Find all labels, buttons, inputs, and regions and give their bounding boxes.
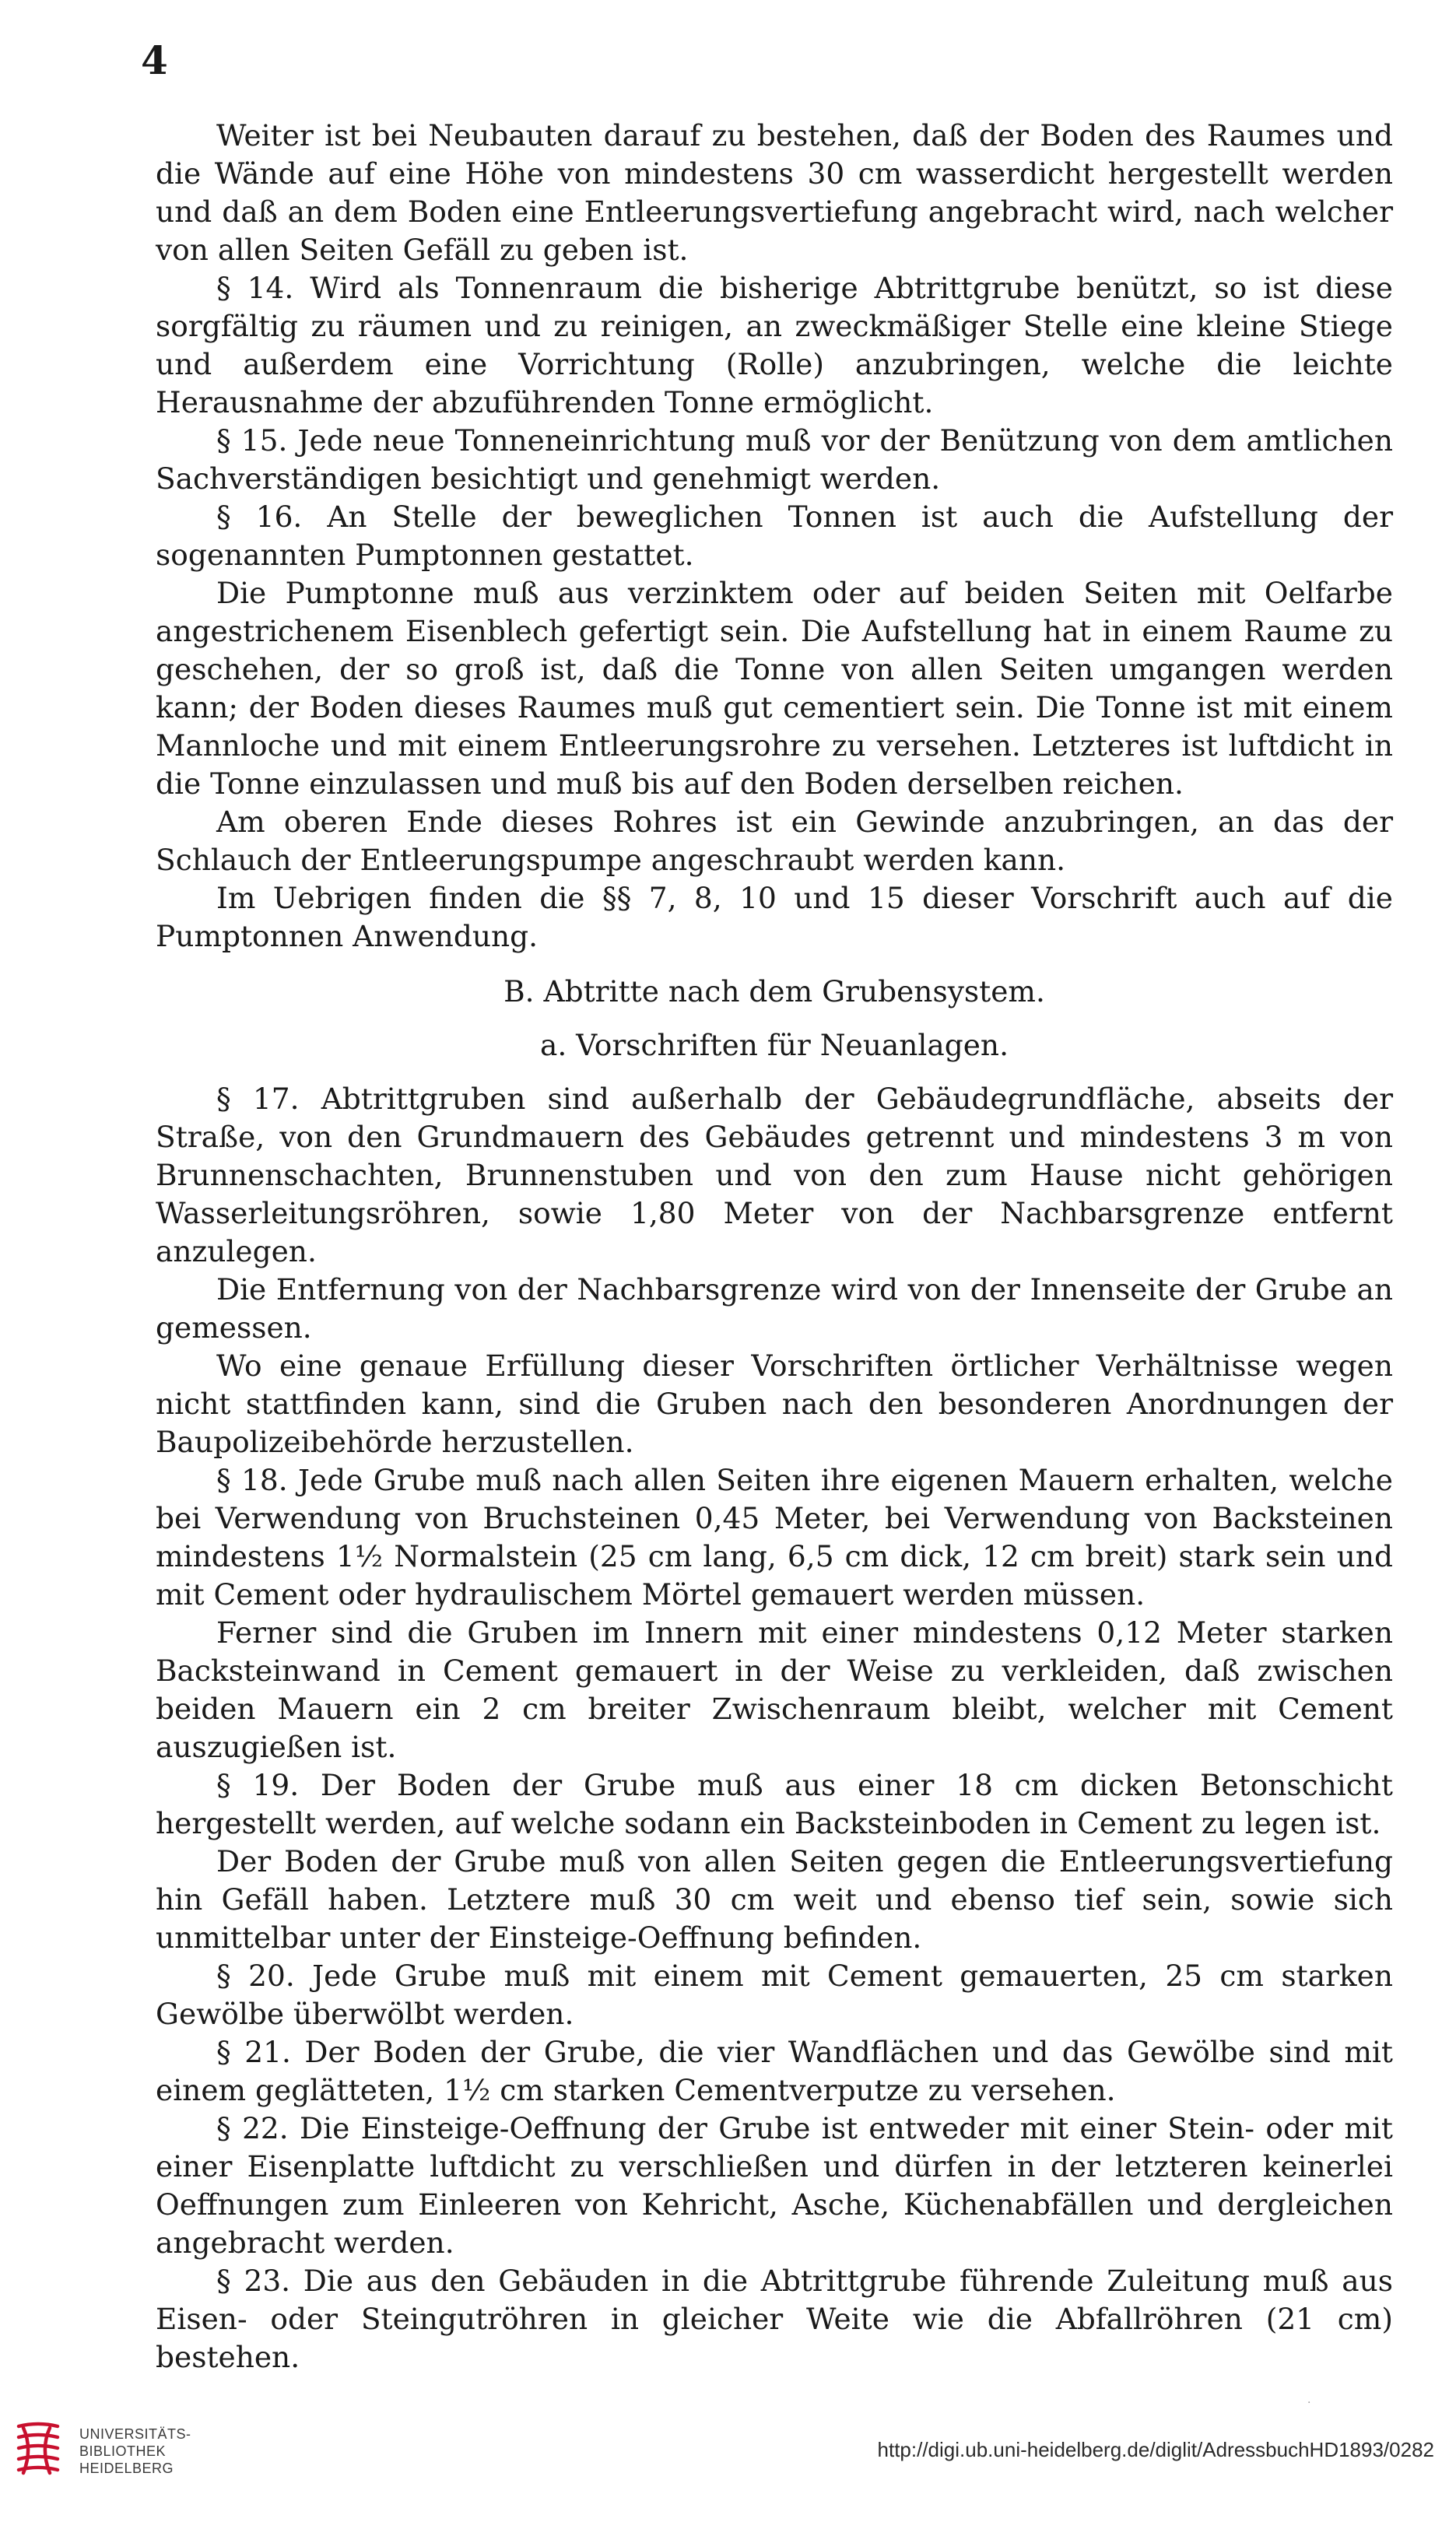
paragraph-section-17: § 17. Abtrittgruben sind außerhalb der Gebäudegrundfläche, abseits der Straße, von den Grundmauern des Gebäudes getrennt und mindestens 3 m von Brunnenschachten, Brunnenstuben und von den zum Hause nicht gehörigen Wasserleitungsröhren, sowie 1,80 Meter von der Nachbarsgrenze entfernt anzulegen. (156, 1082, 1393, 1268)
page-number: 4 (141, 37, 168, 83)
logo-text-line-1: UNIVERSITÄTS- (79, 2426, 191, 2442)
library-logo-icon (14, 2419, 62, 2481)
paragraph-section-16-gewinde: Am oberen Ende dieses Rohres ist ein Gewinde anzubringen, an das der Schlauch der Entleerungspumpe angeschraubt werden kann. (156, 805, 1393, 877)
paragraph-section-23: § 23. Die aus den Gebäuden in die Abtrittgrube führende Zuleitung muß aus Eisen- oder Steingutröhren in gleicher Weite wie die Abfallröhren (21 cm) bestehen. (156, 2264, 1393, 2374)
paragraph-section-21: § 21. Der Boden der Grube, die vier Wandflächen und das Gewölbe sind mit einem geglätteten, 1½ cm starken Cementverputze zu versehen. (156, 2035, 1393, 2107)
paragraph-section-18-backsteinwand: Ferner sind die Gruben im Innern mit einer mindestens 0,12 Meter starken Backsteinwand in Cement gemauert in der Weise zu verkleiden, daß zwischen beiden Mauern ein 2 cm breiter Zwischenraum bleibt, welcher mit Cement auszugießen ist. (156, 1615, 1393, 1764)
paragraph-intro: Weiter ist bei Neubauten darauf zu bestehen, daß der Boden des Raumes und die Wände auf eine Höhe von mindestens 30 cm wasserdicht hergestellt werden und daß an dem Boden eine Entleerungsvertiefung angebracht wird, nach welcher von allen Seiten Gefäll zu geben ist. (156, 118, 1393, 267)
paragraph-section-22: § 22. Die Einsteige-Oeffnung der Grube ist entweder mit einer Stein- oder mit einer Eisenplatte luftdicht zu verschließen und dürfen in der letzteren keinerlei Oeffnungen zum Einleeren von Kehricht, Asche, Küchenabfällen und dergleichen angebracht werden. (156, 2111, 1393, 2260)
heading-grubensystem: B. Abtritte nach dem Grubensystem. (503, 974, 1045, 1008)
paragraph-section-16-pumptonne: Die Pumptonne muß aus verzinktem oder auf beiden Seiten mit Oelfarbe angestrichenem Eisenblech gefertigt sein. Die Aufstellung hat in einem Raume zu geschehen, der so groß ist, daß die Tonne von allen Seiten umgangen werden kann; der Boden dieses Raumes muß gut cementiert sein. Die Tonne ist mit einem Mannloche und mit einem Entleerungsrohre zu versehen. Letzteres ist luftdicht in die Tonne einzulassen und muß bis auf den Boden derselben reichen. (156, 576, 1393, 801)
paragraph-section-19: § 19. Der Boden der Grube muß aus einer 18 cm dicken Betonschicht hergestellt werden, auf welche sodann ein Backsteinboden in Cement zu legen ist. (156, 1768, 1393, 1840)
scan-artifact: · (1307, 2397, 1311, 2409)
library-logo[interactable] (14, 2419, 191, 2481)
logo-text-line-3: HEIDELBERG (79, 2461, 174, 2476)
paragraph-section-16-anwendung: Im Uebrigen finden die §§ 7, 8, 10 und 15 dieser Vorschrift auch auf die Pumptonnen Anwendung. (156, 881, 1393, 953)
paragraph-section-16: § 16. An Stelle der beweglichen Tonnen ist auch die Aufstellung der sogenannten Pumptonnen gestattet. (156, 500, 1393, 572)
paragraph-section-19-gefaell: Der Boden der Grube muß von allen Seiten gegen die Entleerungsvertiefung hin Gefäll haben. Letztere muß 30 cm weit und ebenso tief sein, sowie sich unmittelbar unter der Einsteige-Oeffnung befinden. (156, 1844, 1393, 1955)
logo-text-line-2: BIBLIOTHEK (79, 2443, 167, 2459)
paragraph-section-17-baupolizei: Wo eine genaue Erfüllung dieser Vorschriften örtlicher Verhältnisse wegen nicht stattfinden kann, sind die Gruben nach den besonderen Anordnungen der Baupolizeibehörde herzustellen. (156, 1349, 1393, 1459)
paragraph-section-20: § 20. Jede Grube muß mit einem mit Cement gemauerten, 25 cm starken Gewölbe überwölbt werden. (156, 1959, 1393, 2031)
subheading-neuanlagen: a. Vorschriften für Neuanlagen. (539, 1028, 1009, 1062)
document-body (156, 117, 1393, 2376)
paragraph-section-15: § 15. Jede neue Tonneneinrichtung muß vor der Benützung von dem amtlichen Sachverständigen besichtigt und genehmigt werden. (156, 423, 1393, 496)
paragraph-section-14: § 14. Wird als Tonnenraum die bisherige Abtrittgrube benützt, so ist diese sorgfältig zu räumen und zu reinigen, an zweckmäßiger Stelle eine kleine Stiege und außerdem eine Vorrichtung (Rolle) anzubringen, welche die leichte Herausnahme der abzuführenden Tonne ermöglicht. (156, 271, 1393, 419)
paragraph-section-18: § 18. Jede Grube muß nach allen Seiten ihre eigenen Mauern erhalten, welche bei Verwendung von Bruchsteinen 0,45 Meter, bei Verwendung von Backsteinen mindestens 1½ Normalstein (25 cm lang, 6,5 cm dick, 12 cm breit) stark sein und mit Cement oder hydraulischem Mörtel gemauert werden müssen. (156, 1463, 1393, 1612)
paragraph-section-17-entfernung: Die Entfernung von der Nachbarsgrenze wird von der Innenseite der Grube an gemessen. (156, 1272, 1393, 1345)
footer-url-link[interactable]: http://digi.ub.uni-heidelberg.de/diglit/AdressbuchHD1893/0282 (877, 2438, 1434, 2461)
